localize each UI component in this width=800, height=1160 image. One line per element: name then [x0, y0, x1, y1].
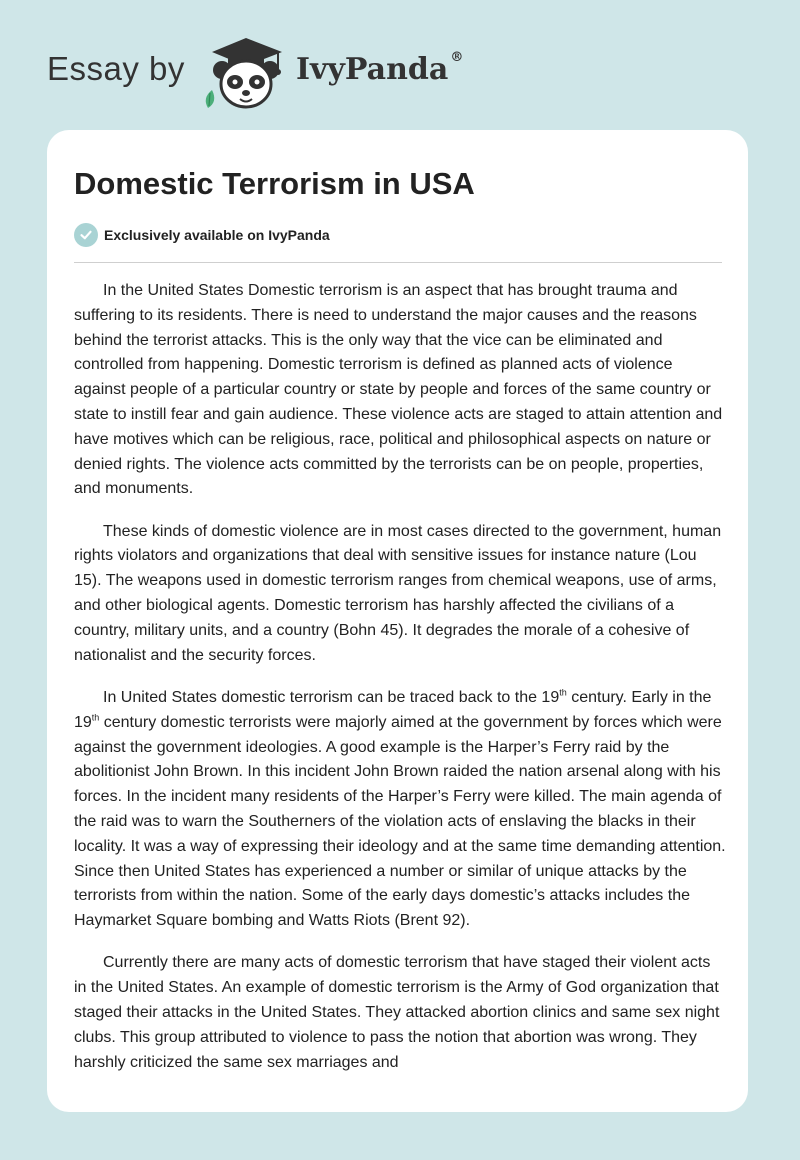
essay-card	[47, 130, 748, 1112]
divider	[74, 262, 722, 263]
badge-text: Exclusively available on IvyPanda	[104, 227, 330, 243]
registered-mark: ®	[450, 50, 464, 65]
exclusive-badge	[74, 222, 330, 248]
brand-prefix: Essay by	[47, 50, 185, 87]
brand-name[interactable]: IvyPanda ®	[296, 50, 464, 87]
paragraph: In United States domestic terrorism can be traced back to the 19th century. Early in the 19th century domestic terrorists were majorly aimed at the government by forces which were against the government ideologies. A good example is the Harper’s Ferry raid by the abolitionist John Brown. In this incident John Brown raided the nation arsenal along with his forces. In the incident many residents of the Harper’s Ferry were killed. The main agenda of the raid was to warn the Southerners of the violation acts of enslaving the blacks in their locality. It was a way of expressing their ideology and at the same time demanding attention. Since then United States has experienced a number or similar of unique attacks by the terrorists from within the nation. Some of the early days domestic’s attacks includes the Haymarket Square bombing and Watts Riots (Brent 92).	[74, 687, 726, 930]
paragraph: Currently there are many acts of domestic terrorism that have staged their violent acts in the United States. An example of domestic terrorism is the Army of God organization that staged their attacks in the United States. They attacked abortion clinics and same sex night clubs. This group attributed to violence to pass the notion that abortion was wrong. They harshly criticized the same sex marriages and	[74, 954, 720, 1071]
paragraph: In the United States Domestic terrorism is an aspect that has brought trauma and suffering to its residents. There is need to understand the major causes and the reasons behind the terrorist attacks. This is the only way that the vice can be eliminated and controlled from happening. Domestic terrorism is defined as planned acts of violence against people of a particular country or state by people and forces of the same country or state to instill fear and gain audience. These violence acts are staged to attain attention and have motives which can be religious, race, political and philosophical aspects on nature or denied rights. The violence acts committed by the terrorists can be on people, properties, and monuments.	[74, 282, 723, 498]
check-icon	[74, 223, 98, 247]
essay-body	[74, 279, 726, 1093]
paragraph: These kinds of domestic violence are in most cases directed to the government, human rights violators and organizations that deal with sensitive issues for instance nature (Lou 15). The weapons used in domestic terrorism ranges from chemical weapons, use of arms, and other biological agents. Domestic terrorism has harshly affected the civilians of a country, military units, and a country (Bohn 45). It degrades the morale of a cohesive of nationalist and the security forces.	[74, 522, 722, 664]
panda-graduate-logo-icon[interactable]	[200, 36, 290, 110]
essay-title: Domestic Terrorism in USA	[74, 166, 475, 201]
site-header	[0, 0, 800, 130]
